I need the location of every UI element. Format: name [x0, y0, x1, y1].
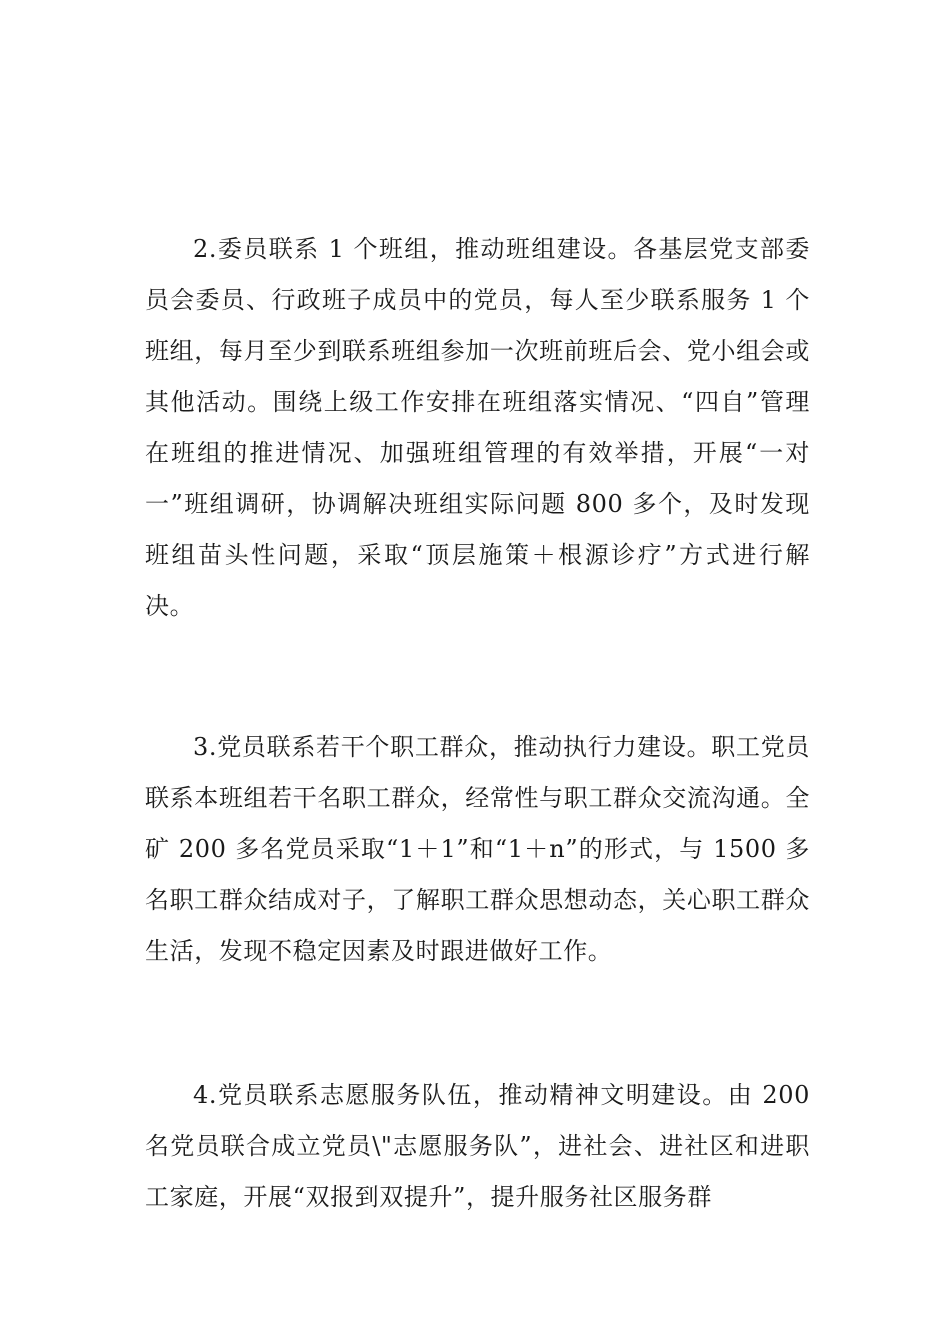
- paragraph-item-3: 3.党员联系若干个职工群众，推动执行力建设。职工党员联系本班组若干名职工群众，经常性与职工群众交流沟通。全矿 200 多名党员采取“1＋1”和“1＋n”的形式，与 1500 多名职工群众结成对子，了解职工群众思想动态，关心职工群众生活，发现不稳定因素及时跟进做好工作。: [145, 733, 810, 965]
- paragraph-item-2: 2.委员联系 1 个班组，推动班组建设。各基层党支部委员会委员、行政班子成员中的党员，每人至少联系服务 1 个班组，每月至少到联系班组参加一次班前班后会、党小组会或其他活动。围绕上级工作安排在班组落实情况、“四自”管理在班组的推进情况、加强班组管理的有效举措，开展“一对一”班组调研，协调解决班组实际问题 800 多个，及时发现班组苗头性问题，采取“顶层施策＋根源诊疗”方式进行解决。: [145, 235, 810, 620]
- paragraph-item-4: 4.党员联系志愿服务队伍，推动精神文明建设。由 200 名党员联合成立党员\"志愿服务队”，进社会、进社区和进职工家庭，开展“双报到双提升”，提升服务社区服务群: [145, 1081, 810, 1211]
